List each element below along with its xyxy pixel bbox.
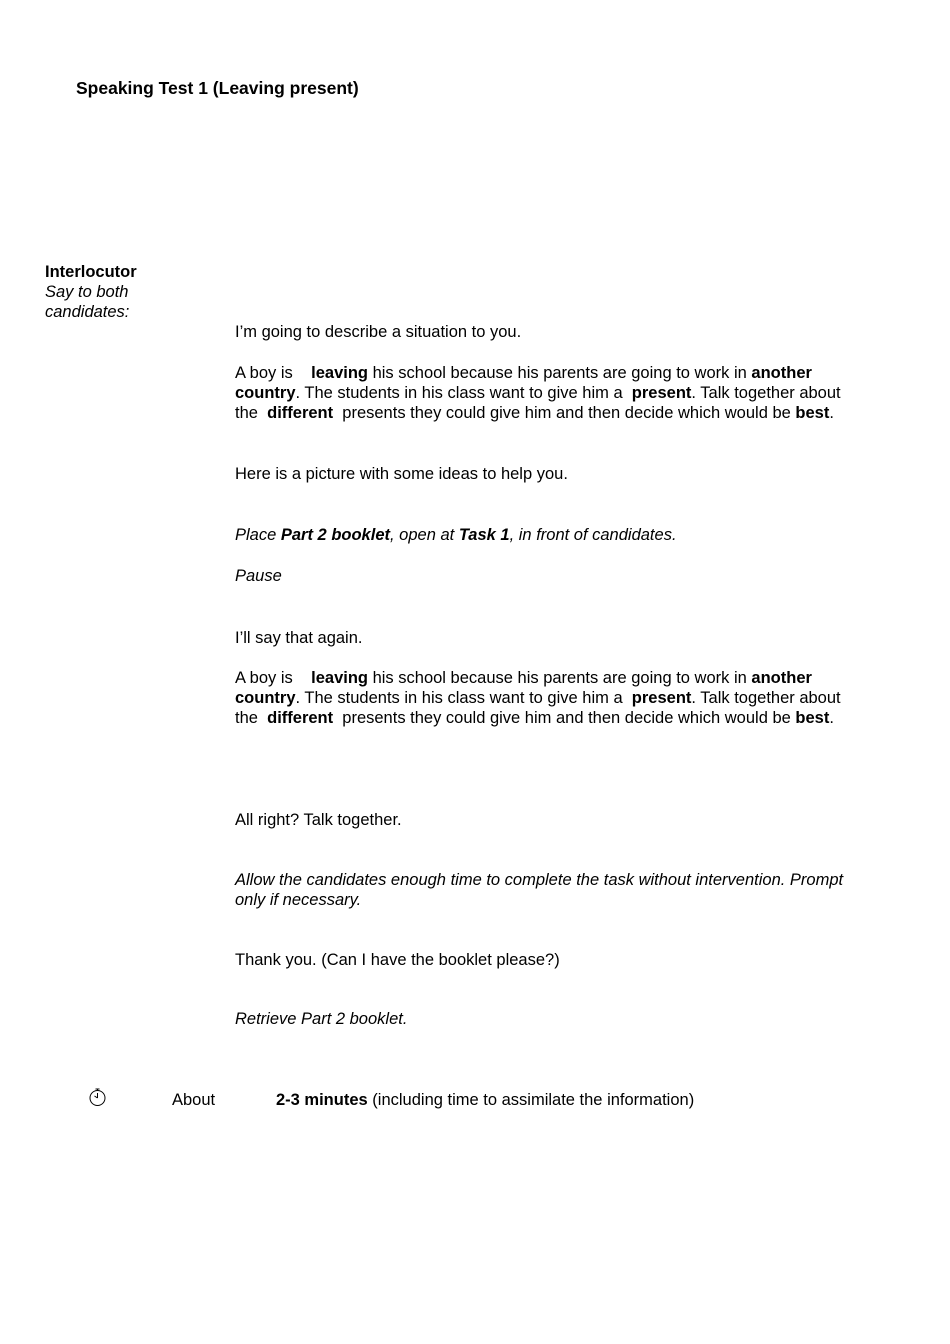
situation-text: his school because his parents are going to work in xyxy=(372,669,747,687)
duration-note: (including time to assimilate the information) xyxy=(372,1091,695,1109)
repeat-line: I’ll say that again. xyxy=(235,629,363,647)
situation-keyword: present xyxy=(631,384,692,402)
situation-keyword: different xyxy=(267,709,334,727)
page-title: Speaking Test 1 (Leaving present) xyxy=(76,78,359,98)
picture-line: Here is a picture with some ideas to help you. xyxy=(235,465,568,483)
interlocutor-instruction: Say to both candidates: xyxy=(45,283,130,321)
instruction-keyword: Task 1 xyxy=(458,526,510,544)
situation-keyword: another country xyxy=(235,669,812,707)
all-right-line: All right? Talk together. xyxy=(235,811,402,829)
allow-instruction: Allow the candidates enough time to complete the task without intervention. Prompt only if necessary. xyxy=(235,871,844,909)
situation-keyword: best xyxy=(795,709,830,727)
place-instruction xyxy=(235,525,845,545)
situation-text: . The students in his class want to give him a xyxy=(295,384,623,402)
instruction-text: , in front of candidates. xyxy=(509,526,677,544)
situation-paragraph xyxy=(235,363,845,423)
situation-text: his school because his parents are going to work in xyxy=(372,364,747,382)
situation-keyword: different xyxy=(267,404,334,422)
situation-text: presents they could give him and then decide which would be xyxy=(342,709,791,727)
instruction-keyword: Part 2 booklet xyxy=(280,526,390,544)
situation-text: A boy is xyxy=(235,669,293,687)
situation-text: . Talk together about the xyxy=(235,689,841,727)
situation-text: . The students in his class want to give him a xyxy=(295,689,623,707)
situation-text: . Talk together about the xyxy=(235,384,841,422)
retrieve-instruction: Retrieve Part 2 booklet. xyxy=(235,1010,408,1028)
situation-text: . xyxy=(829,709,834,727)
situation-keyword: present xyxy=(631,689,692,707)
duration-text xyxy=(276,1090,694,1110)
situation-keyword: leaving xyxy=(311,364,368,382)
duration-value: 2-3 minutes xyxy=(276,1091,368,1109)
pause-instruction: Pause xyxy=(235,567,282,585)
interlocutor-block xyxy=(45,262,215,322)
about-label: About xyxy=(172,1091,216,1109)
stopwatch-icon xyxy=(88,1088,107,1107)
situation-keyword: best xyxy=(795,404,830,422)
situation-text: . xyxy=(829,404,834,422)
intro-line: I’m going to describe a situation to you. xyxy=(235,323,522,341)
instruction-text: Place xyxy=(235,526,277,544)
instruction-text: , open at xyxy=(390,526,455,544)
thank-you-line: Thank you. (Can I have the booklet please?) xyxy=(235,951,560,969)
situation-keyword: another country xyxy=(235,364,812,402)
interlocutor-role: Interlocutor xyxy=(45,263,137,281)
situation-text: A boy is xyxy=(235,364,293,382)
situation-text: presents they could give him and then decide which would be xyxy=(342,404,791,422)
situation-keyword: leaving xyxy=(311,669,368,687)
situation-paragraph-repeat xyxy=(235,668,845,728)
